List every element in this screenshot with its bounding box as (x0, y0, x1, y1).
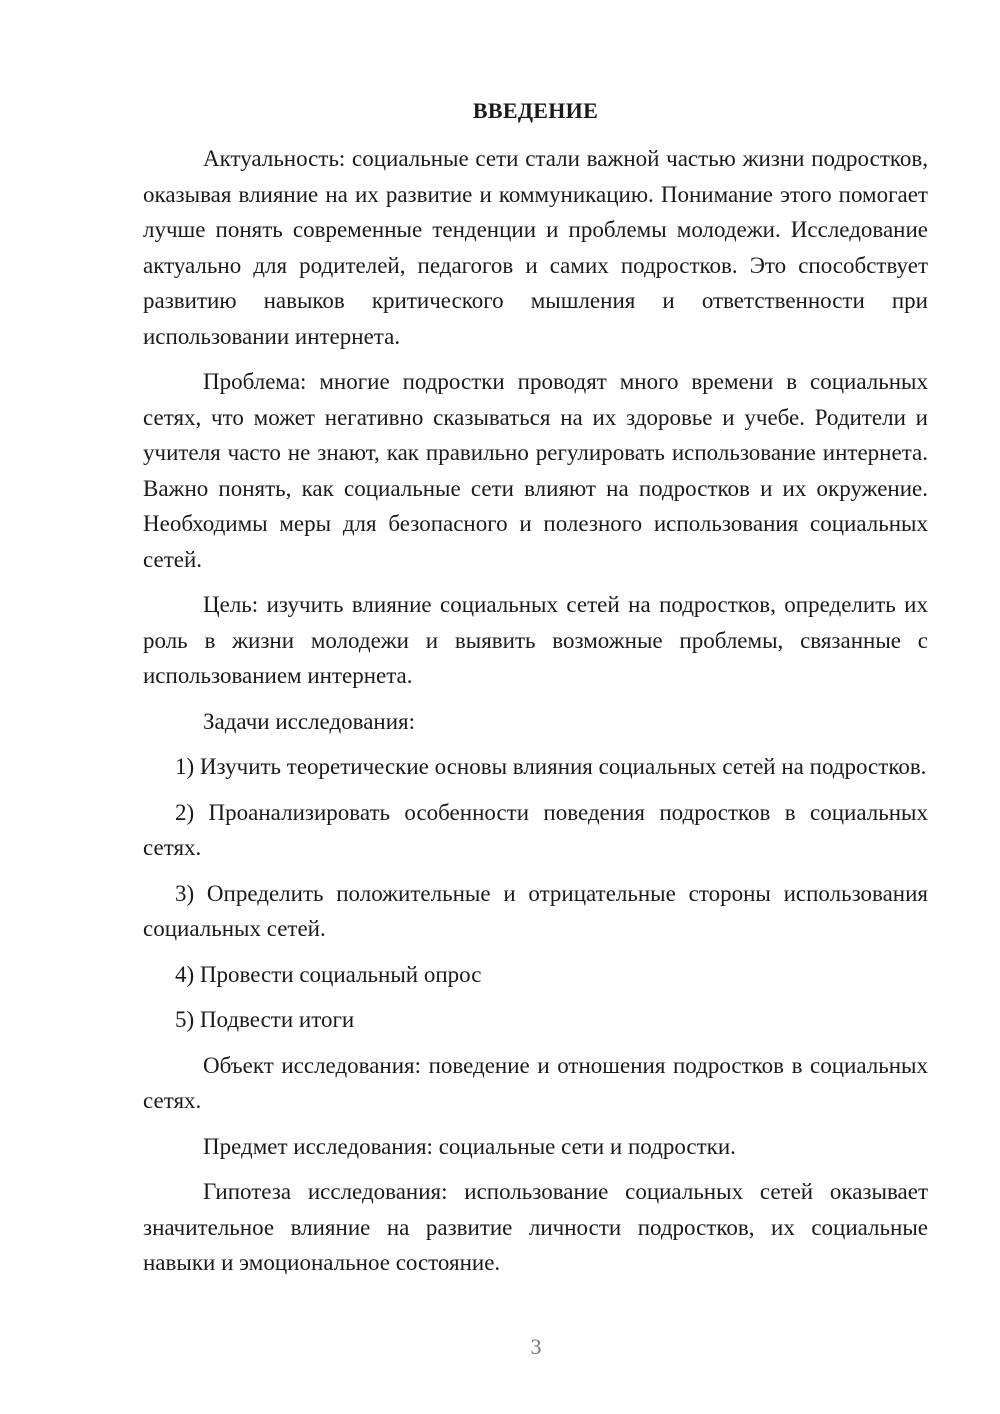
paragraph-goal: Цель: изучить влияние социальных сетей на подростков, определить их роль в жизни молодежи и выявить возможные проблемы, связанные с использованием интернета. (143, 592, 928, 688)
paragraph-subject: Предмет исследования: социальные сети и подростки. (203, 1133, 736, 1159)
page-number: 3 (530, 1334, 542, 1359)
task-item-1: 1) Изучить теоретические основы влияния социальных сетей на подростков. (175, 754, 927, 779)
page-content (143, 93, 928, 1291)
tasks-heading: Задачи исследования: (203, 708, 416, 734)
task-item-4: 4) Провести социальный опрос (175, 961, 482, 987)
paragraph-relevance: Актуальность: социальные сети стали важной частью жизни подростков, оказывая влияние на их развитие и коммуникацию. Понимание этого помогает лучше понять современные тенденции и проблемы молодежи. Исследование актуально для родителей, педагогов и самих подростков. Это способствует развитию навыков критического мышления и ответственности при использовании интернета. (143, 146, 928, 349)
task-item-2: 2) Проанализировать особенности поведения подростков в социальных сетях. (143, 799, 928, 860)
task-item-3: 3) Определить положительные и отрицательные стороны использования социальных сетей. (143, 880, 928, 941)
section-title: ВВЕДЕНИЕ (472, 98, 599, 123)
paragraph-object: Объект исследования: поведение и отношения подростков в социальных сетях. (143, 1052, 928, 1113)
task-item-5: 5) Подвести итоги (175, 1007, 355, 1032)
paragraph-hypothesis: Гипотеза исследования: использование социальных сетей оказывает значительное влияние на развитие личности подростков, их социальные навыки и эмоциональное состояние. (143, 1179, 928, 1275)
paragraph-problem: Проблема: многие подростки проводят много времени в социальных сетях, что может негативно сказываться на их здоровье и учебе. Родители и учителя часто не знают, как правильно регулировать использование интернета. Важно понять, как социальные сети влияют на подростков и их окружение. Необходимы меры для безопасного и полезного использования социальных сетей. (143, 369, 928, 572)
